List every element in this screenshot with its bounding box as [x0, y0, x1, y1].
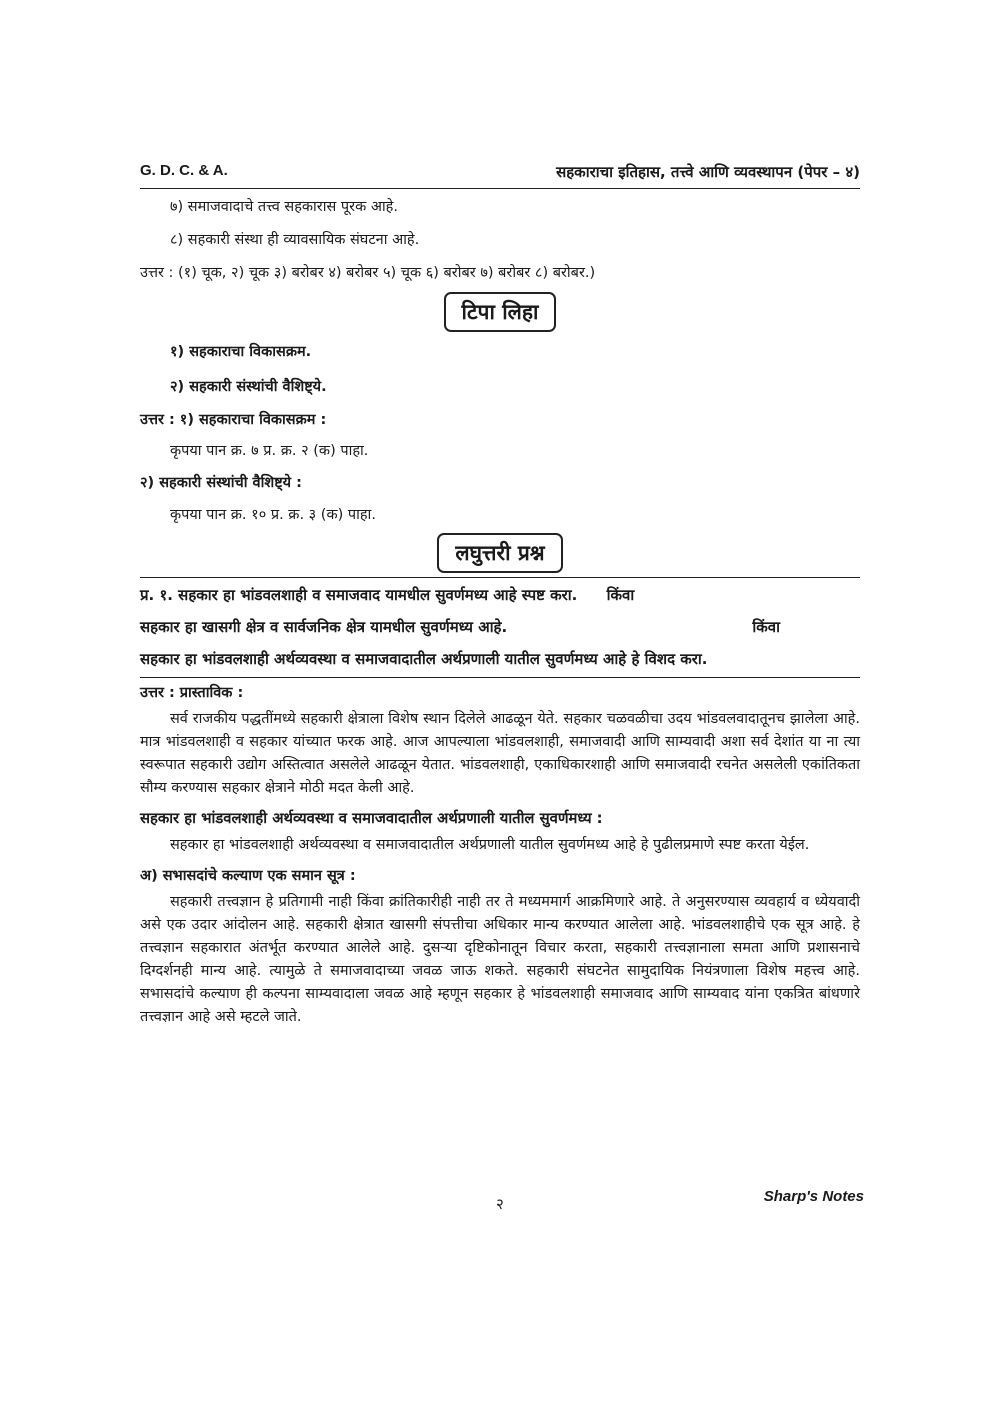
or-label-1: किंवा — [606, 586, 635, 604]
statement-8: ८) सहकारी संस्था ही व्यावसायिक संघटना आहे. — [170, 232, 420, 248]
footer-brand: Sharp's Notes — [763, 1188, 864, 1205]
running-header — [140, 160, 860, 189]
short-answer-heading-wrap — [140, 533, 860, 573]
or-label-2: किंवा — [752, 618, 780, 636]
document-page — [140, 160, 860, 1029]
statement-7: ७) समाजवादाचे तत्त्व सहकारास पूरक आहे. — [170, 199, 398, 215]
notes-heading-wrap — [140, 292, 860, 332]
question-1-line-2 — [140, 616, 860, 638]
intro-paragraph — [140, 708, 860, 800]
notes-section-title: टिपा लिहा — [444, 292, 557, 332]
intro-paragraph-text: सर्व राजकीय पद्धतींमध्ये सहकारी क्षेत्राला विशेष स्थान दिलेले आढळून येते. सहकार चळवळीचा उदय भांडवलवादातूनच झालेला आहे. मात्र भांडवलशाही व सहकार यांच्यात फरक आहे. आज आपल्याला भांडवलशाही, समाजवादी आणि साम्यवादी अशा सर्व देशांत या ना त्या स्वरूपात सहकारी उद्योग अस्तित्वात असलेले आढळून येतात. भांडवलशाही, एकाधिकारशाही आणि समाजवादी रचनेत असलेली एकांतिकता सौम्य करण्यास सहकार क्षेत्राने मोठी मदत केली आहे. — [140, 711, 860, 796]
notes-answer-1-ref: कृपया पान क्र. ७ प्र. क्र. २ (क) पाहा. — [170, 443, 369, 459]
point-a-heading: अ) सभासदांचे कल्याण एक समान सूत्र : — [140, 868, 356, 884]
notes-answer-2-ref: कृपया पान क्र. १० प्र. क्र. ३ (क) पाहा. — [170, 507, 376, 523]
true-false-answer: उत्तर : (१) चूक, २) चूक ३) बरोबर ४) बरोबर ५) चूक ६) बरोबर ७) बरोबर ८) बरोबर.) — [140, 265, 596, 281]
question-1-alt-text: सहकार हा खासगी क्षेत्र व सार्वजनिक क्षेत्र यामधील सुवर्णमध्य आहे. — [140, 618, 508, 636]
question-bottom-rule — [140, 677, 860, 678]
short-answer-section-title: लघुत्तरी प्रश्न — [437, 533, 562, 573]
header-publisher: G. D. C. & A. — [140, 162, 228, 179]
notes-answer-1-label: उत्तर : १) सहकाराचा विकासक्रम : — [140, 412, 327, 428]
golden-mean-subheading: सहकार हा भांडवलशाही अर्थव्यवस्था व समाजवादातील अर्थप्रणाली यातील सुवर्णमध्य : — [140, 810, 603, 827]
point-a-paragraph-text: सहकारी तत्त्वज्ञान हे प्रतिगामी नाही किंवा क्रांतिकारीही नाही तर ते मध्यममार्ग आक्रमिणारे आहे. ते अनुसरण्यास व्यवहार्य व ध्येयवादी असे एक उदार आंदोलन आहे. सहकारी क्षेत्रात खासगी संपत्तीचा अधिकार मान्य करण्यात आलेला आहे. भांडवलशाहीचे एक सूत्र आहे. हे तत्त्वज्ञान सहकारात अंतर्भूत करण्यात आलेले आहे. दुसऱ्या दृष्टिकोनातून विचार करता, सहकारी तत्त्वज्ञानाला समता आणि प्रशासनाचे दिग्दर्शनही मान्य आहे. त्यामुळे ते समाजवादाच्या जवळ जाऊ शकते. सहकारी संघटनेत सामुदायिक नियंत्रणाला विशेष महत्त्व आहे. सभासदांचे कल्याण ही कल्पना साम्यवादाला जवळ आहे म्हणून सहकार हे भांडवलशाही समाजवाद आणि साम्यवाद यांना एकत्रित बांधणारे तत्त्वज्ञान आहे असे म्हटले जाते. — [140, 894, 860, 1025]
question-1-text: प्र. १. सहकार हा भांडवलशाही व समाजवाद यामधील सुवर्णमध्य आहे स्पष्ट करा. — [140, 586, 578, 604]
header-paper-title: सहकाराचा इतिहास, तत्त्वे आणि व्यवस्थापन (पेपर – ४) — [556, 163, 860, 181]
question-1-line-3: सहकार हा भांडवलशाही अर्थव्यवस्था व समाजवादातील अर्थप्रणाली यातील सुवर्णमध्य आहे हे विशद करा. — [140, 650, 708, 668]
question-top-rule — [140, 577, 860, 578]
point-a-paragraph — [140, 891, 860, 1029]
golden-mean-paragraph — [140, 834, 860, 857]
notes-question-1: १) सहकाराचा विकासक्रम. — [170, 344, 312, 360]
page-footer — [140, 1188, 864, 1212]
page-number: २ — [496, 1195, 504, 1213]
question-1-line-1 — [140, 584, 860, 606]
notes-answer-2-label: २) सहकारी संस्थांची वैशिष्ट्ये : — [140, 475, 302, 491]
answer-intro-label: उत्तर : प्रास्ताविक : — [140, 685, 244, 701]
golden-mean-paragraph-text: सहकार हा भांडवलशाही अर्थव्यवस्था व समाजवादातील अर्थप्रणाली यातील सुवर्णमध्य आहे हे पुढीलप्रमाणे स्पष्ट करता येईल. — [170, 837, 810, 853]
notes-question-2: २) सहकारी संस्थांची वैशिष्ट्ये. — [170, 379, 327, 395]
